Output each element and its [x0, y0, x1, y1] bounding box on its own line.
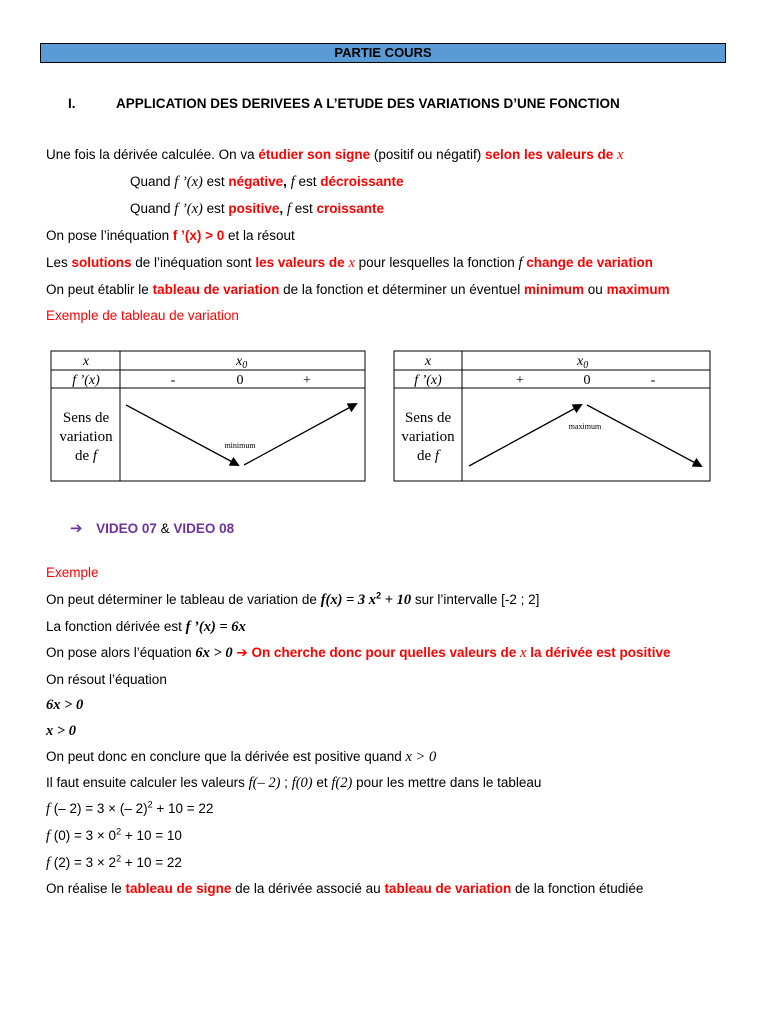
sens-line-3: de f [416, 448, 440, 464]
text: est [290, 201, 317, 216]
section-title: APPLICATION DES DERIVEES A L’ETUDE DES VARIATIONS D’UNE FONCTION [116, 96, 620, 111]
section-number: I. [68, 96, 76, 111]
example-line-7 [46, 749, 436, 766]
text: est [202, 174, 229, 189]
math: x > 0 [405, 749, 437, 765]
highlight: étudier son signe [258, 147, 371, 162]
x-label: x [82, 354, 90, 369]
text: (– 2) = 3 × (– 2) [50, 801, 148, 816]
text: est [294, 174, 321, 189]
highlight: selon les valeurs de [484, 147, 618, 162]
decreasing-arrow [126, 405, 238, 465]
example-line-8 [46, 775, 541, 792]
text: On peut déterminer le tableau de variation de [46, 592, 321, 607]
highlight: change de variation [522, 255, 654, 270]
math: f(x) = 3 x [320, 592, 377, 608]
variation-table-minimum [50, 350, 366, 482]
sign-right: - [650, 373, 656, 388]
math: + 10 [381, 592, 412, 608]
calc-line-2 [46, 828, 182, 845]
highlight: On cherche donc pour quelles valeurs de [251, 645, 521, 660]
inequation-line [46, 228, 295, 243]
final-line [46, 881, 643, 896]
text: ou [584, 282, 607, 297]
text: Une fois la dérivée calculée. On va [46, 147, 259, 162]
highlight: solutions [71, 255, 132, 270]
math: f [290, 174, 295, 190]
text: est [202, 201, 229, 216]
ampersand: & [156, 521, 174, 536]
example-line-6: x > 0 [46, 723, 77, 739]
table-line [46, 282, 670, 297]
text: sur l’intervalle [-2 ; 2] [411, 592, 540, 607]
variation-table-maximum [393, 350, 711, 482]
arrow-right-icon: ➔ [70, 520, 83, 537]
minimum-label: minimum [224, 441, 256, 450]
text: pour lesquelles la fonction [354, 255, 519, 270]
text: La fonction dérivée est [46, 619, 186, 634]
decreasing-arrow [587, 405, 701, 466]
math: f(2) [331, 775, 353, 791]
derivative-label: f ’(x) [414, 373, 442, 388]
video-08-link[interactable]: VIDEO 08 [173, 521, 235, 536]
highlight: minimum [524, 282, 585, 297]
increasing-arrow [469, 405, 581, 466]
text: On peut donc en conclure que la dérivée est positive quand [46, 749, 406, 764]
math: f [46, 828, 51, 844]
math: f [518, 255, 523, 271]
text: , [279, 201, 287, 216]
text: de la dérivée associé au [231, 881, 385, 896]
x-label: x [424, 354, 432, 369]
example-line-4: On résout l’équation [46, 672, 167, 687]
arrow-right-icon: ➔ [232, 645, 252, 660]
calc-line-3 [46, 855, 182, 872]
highlight: les valeurs de [255, 255, 349, 270]
highlight: croissante [316, 201, 385, 216]
text: pour les mettre dans le tableau [352, 775, 542, 790]
x0-label: $x_0$ [577, 354, 589, 371]
video-07-link[interactable]: VIDEO 07 [96, 521, 157, 536]
example-line-1 [46, 592, 539, 609]
solutions-line [46, 255, 653, 272]
sens-line-1: Sens de [404, 410, 452, 426]
text: (2) = 3 × 2 [50, 855, 117, 870]
highlight: négative [228, 174, 284, 189]
text: et la résout [224, 228, 295, 243]
sens-line-2: variation [401, 429, 455, 445]
negative-rule [130, 174, 404, 191]
example-line-5: 6x > 0 [46, 697, 84, 713]
text: Quand [130, 201, 175, 216]
text: Quand [130, 174, 175, 189]
text: (0) = 3 × 0 [50, 828, 117, 843]
math: f ’(x) [174, 174, 203, 190]
positive-rule [130, 201, 384, 218]
example-title: Exemple de tableau de variation [46, 308, 239, 323]
exemple-heading: Exemple [46, 565, 99, 580]
variable: x [348, 255, 355, 271]
sign-zero: 0 [583, 373, 591, 388]
x0-label: $x_0$ [236, 354, 248, 371]
highlight: la dérivée est positive [526, 645, 671, 660]
sign-zero: 0 [236, 373, 244, 388]
highlight: décroissante [320, 174, 404, 189]
highlight: tableau de variation [384, 881, 512, 896]
text: , [283, 174, 291, 189]
math: f(– 2) [248, 775, 281, 791]
math: f(0) [291, 775, 313, 791]
highlight: tableau de signe [125, 881, 232, 896]
calc-line-1 [46, 801, 213, 818]
exponent: 2 [116, 853, 122, 864]
math: f [46, 801, 51, 817]
math: f [46, 855, 51, 871]
highlight: positive [228, 201, 280, 216]
sens-line-3: de f [74, 448, 98, 464]
text: Il faut ensuite calculer les valeurs [46, 775, 249, 790]
sign-right: + [303, 373, 311, 388]
text: (positif ou négatif) [370, 147, 485, 162]
highlight: f ’(x) > 0 [172, 228, 225, 243]
increasing-arrow [244, 404, 356, 465]
sens-line-2: variation [59, 429, 113, 445]
text: + 10 = 22 [121, 855, 182, 870]
text: de l’inéquation sont [131, 255, 256, 270]
variable: x [617, 147, 624, 163]
sign-left: - [170, 373, 176, 388]
section-heading [68, 96, 620, 111]
sens-line-1: Sens de [62, 410, 110, 426]
text: On peut établir le [46, 282, 153, 297]
highlight: maximum [606, 282, 670, 297]
example-line-2 [46, 619, 246, 636]
text: On réalise le [46, 881, 126, 896]
text: + 10 = 22 [152, 801, 214, 816]
sign-left: + [516, 373, 524, 388]
text: et [312, 775, 332, 790]
text: ; [280, 775, 292, 790]
exponent: 2 [147, 799, 153, 810]
math: f ’(x) [174, 201, 203, 217]
math: f ’(x) = 6x [185, 619, 246, 635]
derivative-label: f ’(x) [72, 373, 100, 388]
intro-line [46, 147, 623, 164]
text: + 10 = 10 [121, 828, 182, 843]
text: Les [46, 255, 72, 270]
exponent: 2 [116, 826, 122, 837]
video-line [70, 519, 234, 537]
exponent: 2 [376, 590, 382, 601]
text: de la fonction et déterminer un éventuel [279, 282, 525, 297]
example-line-3 [46, 645, 671, 662]
text: de la fonction étudiée [511, 881, 644, 896]
text: On pose alors l’équation [46, 645, 196, 660]
highlight: tableau de variation [152, 282, 280, 297]
text: On pose l’inéquation [46, 228, 173, 243]
math: f [286, 201, 291, 217]
maximum-label: maximum [568, 422, 602, 431]
variable: x [520, 645, 527, 661]
math: 6x > 0 [195, 645, 233, 661]
section-banner: PARTIE COURS [40, 43, 726, 63]
